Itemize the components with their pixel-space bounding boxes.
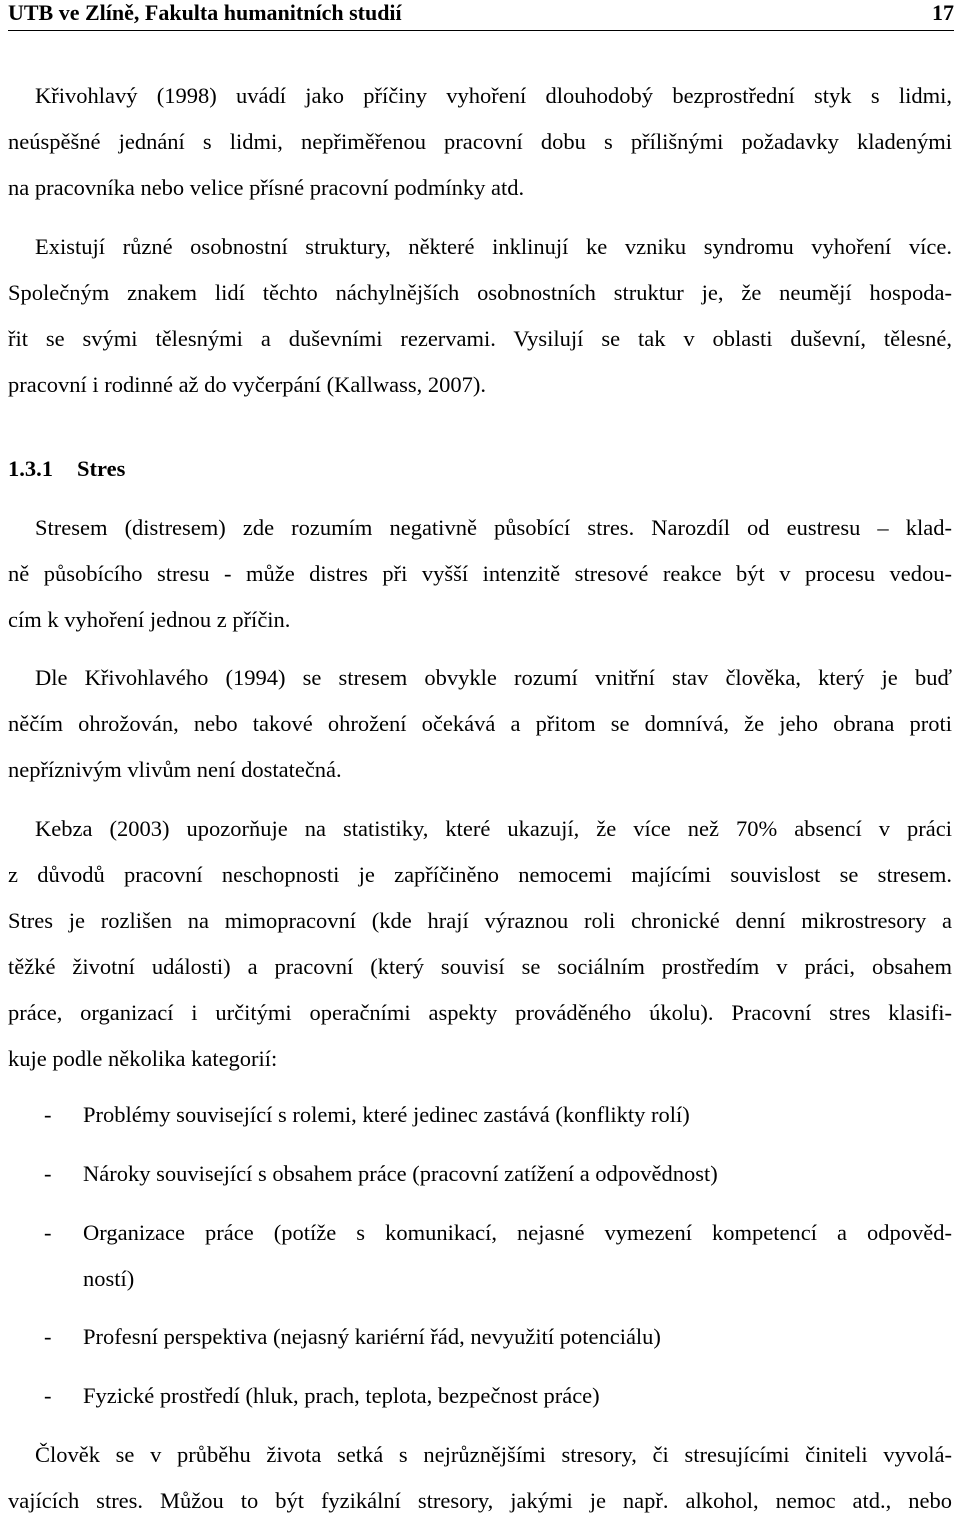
list-item-text: Fyzické prostředí (hluk, prach, teplota, bezpečnost práce) xyxy=(83,1383,600,1408)
paragraph-6-line-2: vajících stres. Můžou to být fyzikální stresory, jakými je např. alkohol, nemoc atd., nebo xyxy=(8,1488,952,1513)
running-header xyxy=(8,0,954,31)
list-item-text: Profesní perspektiva (nejasný kariérní řád, nevyužití potenciálu) xyxy=(83,1324,661,1349)
list-dash: - xyxy=(44,1102,52,1127)
section-number: 1.3.1 xyxy=(8,456,53,481)
paragraph-2-line-1: Existují různé osobnostní struktury, některé inklinují ke vzniku syndromu vyhoření více. xyxy=(35,234,952,259)
list-dash: - xyxy=(44,1324,52,1349)
paragraph-5-line-3: Stres je rozlišen na mimopracovní (kde hrají výraznou roli chronické denní mikrostresory a xyxy=(8,908,952,933)
paragraph-5-line-2: z důvodů pracovní neschopnosti je zapříčiněno nemocemi majícími souvislost se stresem. xyxy=(8,862,952,887)
paragraph-1-line-1: Křivohlavý (1998) uvádí jako příčiny vyhoření dlouhodobý bezprostřední styk s lidmi, xyxy=(35,83,952,108)
section-heading xyxy=(8,455,125,483)
paragraph-4-line-2: něčím ohrožován, nebo takové ohrožení očekává a přitom se domnívá, že jeho obrana proti xyxy=(8,711,952,736)
paragraph-1-line-2: neúspěšné jednání s lidmi, nepřiměřenou pracovní dobu s přílišnými požadavky kladenými xyxy=(8,129,952,154)
list-dash: - xyxy=(44,1220,52,1245)
paragraph-5-line-5: práce, organizací i určitými operačními aspekty prováděného úkolu). Pracovní stres klasifi- xyxy=(8,1000,952,1025)
list-item-text: Organizace práce (potíže s komunikací, nejasné vymezení kompetencí a odpověd- xyxy=(83,1220,952,1245)
paragraph-6-line-1: Člověk se v průběhu života setká s nejrůznějšími stresory, či stresujícími činiteli vyvolá- xyxy=(35,1442,952,1467)
paragraph-2-line-3: řit se svými tělesnými a duševními rezervami. Vysilují se tak v oblasti duševní, tělesné, xyxy=(8,326,952,351)
paragraph-3-line-2: ně působícího stresu - může distres při vyšší intenzitě stresové reakce být v procesu vedou- xyxy=(8,561,952,586)
paragraph-3-line-1: Stresem (distresem) zde rozumím negativně působící stres. Narozdíl od eustresu – klad- xyxy=(35,515,952,540)
paragraph-1-line-3: na pracovníka nebo velice přísné pracovní podmínky atd. xyxy=(8,175,525,200)
page-number: 17 xyxy=(932,0,954,25)
list-item-text: Problémy související s rolemi, které jedinec zastává (konflikty rolí) xyxy=(83,1102,690,1127)
list-dash: - xyxy=(44,1383,52,1408)
paragraph-3-line-3: cím k vyhoření jednou z příčin. xyxy=(8,607,291,632)
paragraph-4-line-3: nepříznivým vlivům není dostatečná. xyxy=(8,757,342,782)
paragraph-5-line-4: těžké životní události) a pracovní (který souvisí se sociálním prostředím v práci, obsahem xyxy=(8,954,952,979)
header-title: UTB ve Zlíně, Fakulta humanitních studií xyxy=(8,0,402,25)
paragraph-5-line-1: Kebza (2003) upozorňuje na statistiky, které ukazují, že více než 70% absencí v práci xyxy=(35,816,952,841)
paragraph-2-line-2: Společným znakem lidí těchto náchylnějších osobnostních struktur je, že neumějí hospoda- xyxy=(8,280,952,305)
list-item-text-continued: ností) xyxy=(83,1266,135,1291)
list-dash: - xyxy=(44,1161,52,1186)
section-title: Stres xyxy=(77,456,126,481)
list-item-text: Nároky související s obsahem práce (pracovní zatížení a odpovědnost) xyxy=(83,1161,718,1186)
paragraph-2-line-4: pracovní i rodinné až do vyčerpání (Kallwass, 2007). xyxy=(8,372,486,397)
paragraph-4-line-1: Dle Křivohlavého (1994) se stresem obvykle rozumí vnitřní stav člověka, který je buď xyxy=(35,665,952,690)
paragraph-5-line-6: kuje podle několika kategorií: xyxy=(8,1046,278,1071)
